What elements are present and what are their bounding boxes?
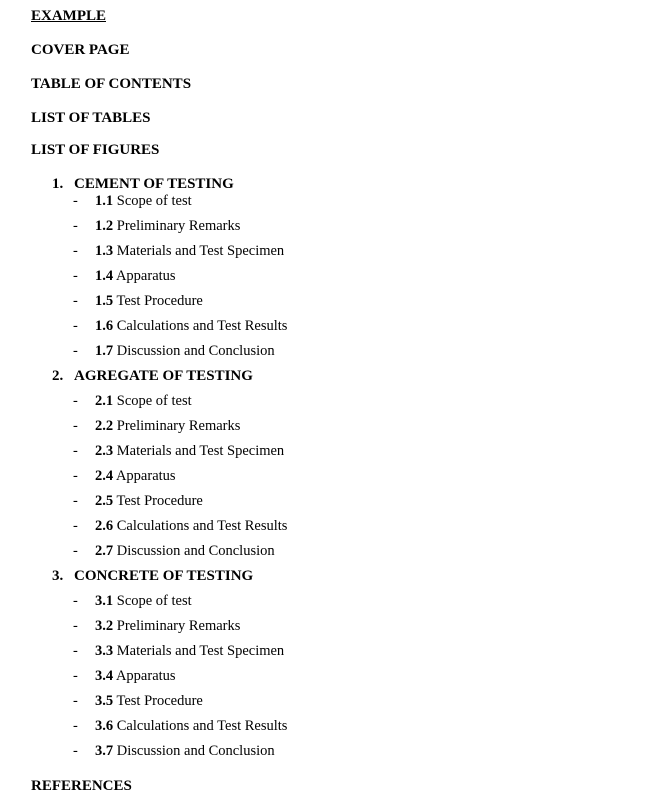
section-title-text: CONCRETE OF TESTING [74,568,254,584]
section-number: 2. [52,368,64,384]
item-number: 2.4 [95,468,114,484]
section-title-concrete [52,567,253,585]
list-dash: - [73,418,78,434]
list-item [73,342,275,360]
heading-table-of-contents: TABLE OF CONTENTS [31,76,192,92]
list-dash: - [73,693,78,709]
list-dash: - [73,593,78,609]
list-dash: - [73,743,78,759]
item-text: Preliminary Remarks [116,618,241,634]
item-number: 1.4 [95,268,114,284]
heading-list-of-tables: LIST OF TABLES [31,110,151,126]
item-number: 1.5 [95,293,114,309]
item-number: 2.5 [95,493,114,509]
heading-cover-page: COVER PAGE [31,42,130,58]
list-item [73,717,287,735]
item-number: 1.2 [95,218,114,234]
list-item [73,317,287,335]
list-item [73,692,203,710]
list-item [73,392,192,410]
section-number: 1. [52,176,64,192]
item-text: Test Procedure [116,293,203,309]
item-text: Calculations and Test Results [116,718,288,734]
item-number: 3.1 [95,593,114,609]
item-text: Scope of test [116,193,192,209]
item-number: 3.3 [95,643,114,659]
list-item [73,667,176,685]
section-title-text: CEMENT OF TESTING [74,176,234,192]
item-text: Scope of test [116,393,192,409]
item-text: Preliminary Remarks [116,418,241,434]
list-dash: - [73,318,78,334]
item-text: Discussion and Conclusion [116,343,275,359]
item-text: Materials and Test Specimen [116,643,285,659]
list-item [73,592,192,610]
item-number: 2.6 [95,518,114,534]
item-text: Materials and Test Specimen [116,243,285,259]
list-dash: - [73,668,78,684]
list-item [73,517,287,535]
list-dash: - [73,468,78,484]
section-title-agregate [52,367,253,385]
list-dash: - [73,193,78,209]
list-item [73,442,284,460]
list-dash: - [73,393,78,409]
item-text: Test Procedure [116,693,203,709]
list-item [73,467,176,485]
list-dash: - [73,293,78,309]
list-dash: - [73,618,78,634]
list-dash: - [73,493,78,509]
list-item [73,417,240,435]
item-text: Apparatus [115,268,176,284]
list-item [73,742,275,760]
item-text: Calculations and Test Results [116,518,288,534]
section-number: 3. [52,568,64,584]
list-item [73,267,176,285]
item-number: 3.5 [95,693,114,709]
list-dash: - [73,343,78,359]
item-text: Discussion and Conclusion [116,543,275,559]
item-number: 3.6 [95,718,114,734]
item-text: Preliminary Remarks [116,218,241,234]
section-title-text: AGREGATE OF TESTING [74,368,253,384]
item-text: Discussion and Conclusion [116,743,275,759]
item-number: 2.2 [95,418,114,434]
item-number: 1.6 [95,318,114,334]
item-number: 3.2 [95,618,114,634]
item-text: Calculations and Test Results [116,318,288,334]
list-dash: - [73,268,78,284]
item-text: Materials and Test Specimen [116,443,285,459]
item-number: 1.3 [95,243,114,259]
section-title-cement [52,175,234,193]
item-number: 3.7 [95,743,114,759]
list-dash: - [73,543,78,559]
item-text: Test Procedure [116,493,203,509]
list-item [73,192,192,210]
item-text: Scope of test [116,593,192,609]
list-dash: - [73,718,78,734]
list-item [73,542,275,560]
list-item [73,642,284,660]
list-item [73,217,240,235]
list-dash: - [73,443,78,459]
item-number: 1.7 [95,343,114,359]
heading-references: REFERENCES [31,778,132,794]
heading-list-of-figures: LIST OF FIGURES [31,142,160,158]
heading-example: EXAMPLE [31,8,106,24]
list-item [73,617,240,635]
list-dash: - [73,218,78,234]
item-text: Apparatus [115,668,176,684]
item-number: 2.7 [95,543,114,559]
list-item [73,242,284,260]
item-number: 2.3 [95,443,114,459]
item-text: Apparatus [115,468,176,484]
item-number: 3.4 [95,668,114,684]
item-number: 1.1 [95,193,114,209]
list-dash: - [73,243,78,259]
item-number: 2.1 [95,393,114,409]
list-dash: - [73,643,78,659]
list-item [73,292,203,310]
list-dash: - [73,518,78,534]
list-item [73,492,203,510]
